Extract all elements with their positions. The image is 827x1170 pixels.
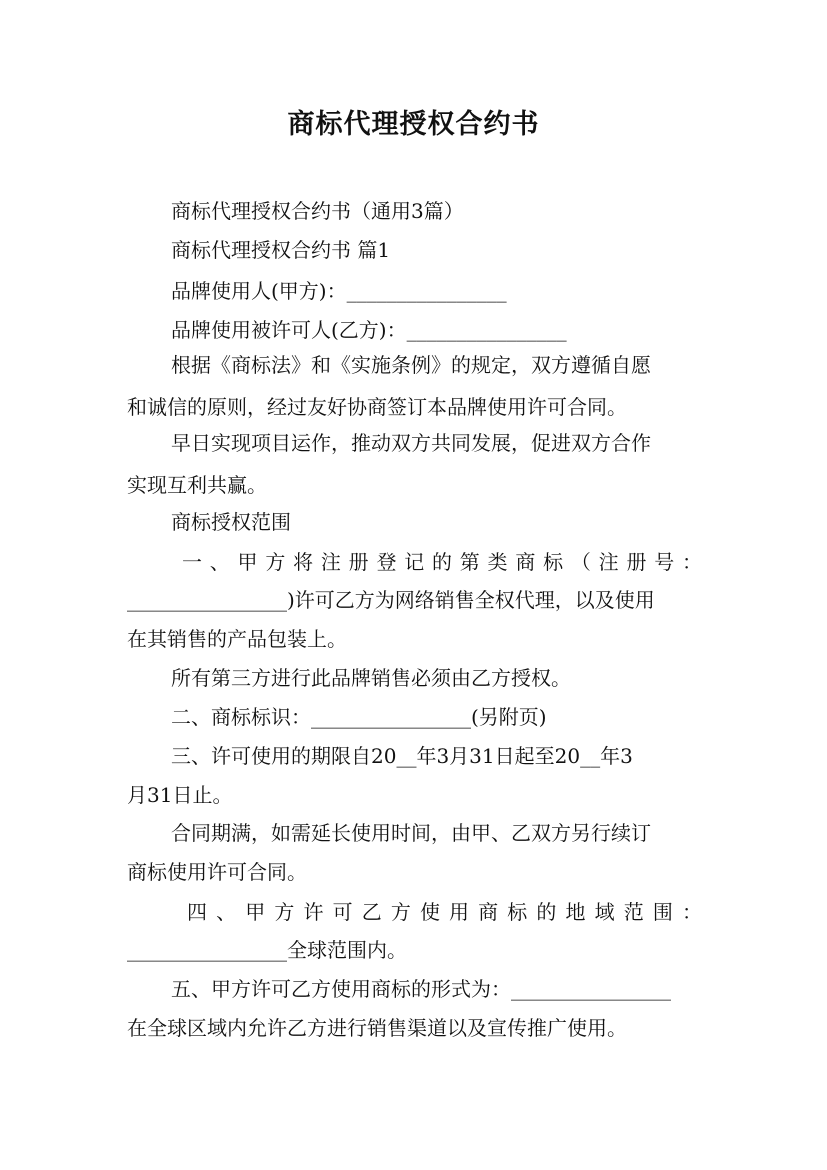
clause-5-line: 在全球区域内允许乙方进行销售渠道以及宣传推广使用。 (127, 1016, 627, 1040)
clause-3-line: 月31日止。 (127, 783, 233, 807)
clause-1-line: 在其销售的产品包装上。 (127, 627, 347, 651)
party-a-line: 品牌使用人(甲方)：________________ (171, 279, 507, 303)
clause-3-line: 三、许可使用的期限自20__年3月31日起至20__年3 (171, 744, 633, 768)
clause-2-line: 二、商标标识：________________(另附页) (171, 705, 547, 729)
clause-4-line: ________________全球范围内。 (127, 938, 407, 962)
section-heading: 商标代理授权合约书 篇1 (171, 238, 391, 262)
clause-5-line: 五、甲方许可乙方使用商标的形式为：________________ (171, 977, 671, 1001)
paragraph-line: 根据《商标法》和《实施条例》的规定，双方遵循自愿 (171, 353, 651, 377)
document-title: 商标代理授权合约书 (287, 109, 540, 140)
party-b-line: 品牌使用被许可人(乙方)：________________ (171, 318, 567, 342)
paragraph-line: 合同期满，如需延长使用时间，由甲、乙双方另行续订 (171, 821, 651, 845)
section-heading: 商标授权范围 (171, 510, 291, 534)
clause-1-line: ________________)许可乙方为网络销售全权代理，以及使用 (127, 588, 655, 612)
subtitle-line: 商标代理授权合约书（通用3篇） (171, 199, 464, 223)
paragraph-line: 商标使用许可合同。 (127, 860, 307, 884)
clause-4-line: 四、甲方许可乙方使用商标的地域范围： (187, 900, 702, 924)
paragraph-line: 早日实现项目运作，推动双方共同发展，促进双方合作 (171, 431, 651, 455)
clause-1-line: 一、甲方将注册登记的第类商标（注册号： (182, 550, 702, 574)
paragraph-line: 实现互利共赢。 (127, 473, 267, 497)
paragraph-line: 所有第三方进行此品牌销售必须由乙方授权。 (171, 666, 571, 690)
paragraph-line: 和诚信的原则，经过友好协商签订本品牌使用许可合同。 (127, 395, 627, 419)
